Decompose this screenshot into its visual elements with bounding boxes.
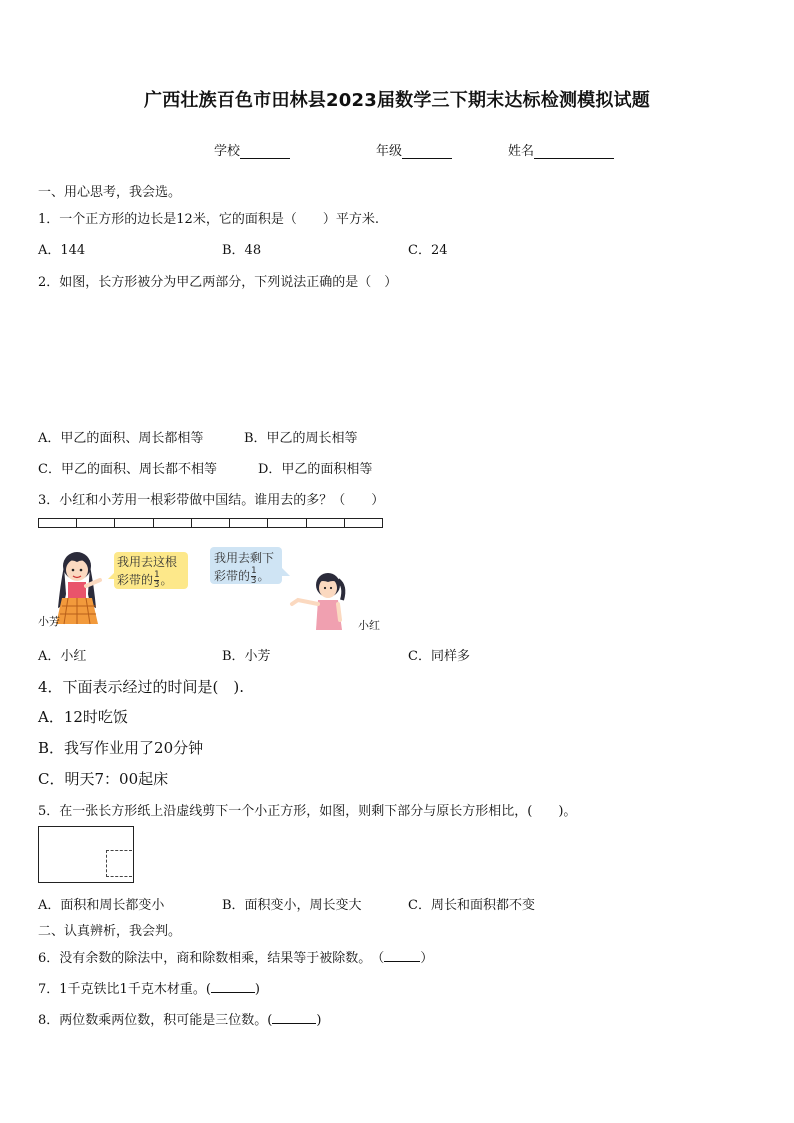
question-3-option-c[interactable]: C．同样多 [408, 649, 470, 664]
school-field: 学校 [214, 140, 290, 159]
ribbon-segment [192, 519, 230, 527]
ribbon-segment [268, 519, 306, 527]
label-xiaofang: 小芳 [38, 615, 60, 628]
bubble-right-line-1: 我用去剩下 [214, 551, 275, 565]
grade-field: 年级 [376, 140, 452, 159]
question-2-option-d[interactable]: D．甲乙的面积相等 [258, 462, 373, 477]
question-2-stem: 2．如图，长方形被分为甲乙两部分，下列说法正确的是（ ） [38, 275, 398, 290]
question-5-option-b[interactable]: B．面积变小，周长变大 [222, 898, 362, 913]
question-1-option-b[interactable]: B．48 [222, 243, 262, 258]
question-4-option-b[interactable]: B．我写作业用了20分钟 [38, 739, 204, 757]
bubble-left-line-1: 我用去这根 [117, 555, 178, 569]
question-1-stem: 1．一个正方形的边长是12米，它的面积是（ ）平方米. [38, 212, 379, 227]
question-3-option-a[interactable]: A．小红 [38, 649, 87, 664]
question-7: 7．1千克铁比1千克木材重。( ) [38, 982, 260, 997]
bubble-right-line-2: 彩带的 $\frac{1}{3}$ 。 [214, 566, 270, 586]
bubble-left-line-2: 彩带的 $\frac{1}{3}$ 。 [117, 570, 173, 590]
ribbon-segment [154, 519, 192, 527]
dashed-square-cutout [106, 850, 132, 877]
question-6-answer-blank[interactable] [384, 949, 420, 962]
question-8: 8．两位数乘两位数，积可能是三位数。( ) [38, 1013, 322, 1028]
section-2-heading: 二、认真辨析，我会判。 [38, 924, 182, 939]
name-blank[interactable] [534, 144, 614, 159]
question-7-answer-blank[interactable] [211, 980, 255, 993]
question-1-option-a[interactable]: A．144 [38, 243, 86, 258]
ribbon-segment [307, 519, 345, 527]
question-5-option-a[interactable]: A．面积和周长都变小 [38, 898, 165, 913]
rectangle-cut-figure [38, 826, 134, 883]
question-4-stem: 4．下面表示经过的时间是( ). [38, 678, 245, 696]
grade-blank[interactable] [402, 144, 452, 159]
question-2-option-b[interactable]: B．甲乙的周长相等 [244, 431, 358, 446]
section-1-heading: 一、用心思考，我会选。 [38, 185, 182, 200]
page-title: 广西壮族百色市田林县2023届数学三下期末达标检测模拟试题 [144, 90, 650, 111]
name-field: 姓名 [508, 140, 614, 159]
ribbon-segment [77, 519, 115, 527]
girl-xiaohong-illustration [288, 570, 358, 632]
fraction-right: $\frac{1}{3}$ [251, 566, 257, 586]
question-3-stem: 3．小红和小芳用一根彩带做中国结。谁用去的多？（ ） [38, 493, 385, 508]
question-5-stem: 5．在一张长方形纸上沿虚线剪下一个小正方形，如图，则剩下部分与原长方形相比，( )。 [38, 804, 577, 819]
question-6: 6．没有余数的除法中，商和除数相乘，结果等于被除数。 （ ） [38, 951, 434, 966]
ribbon-figure [38, 518, 383, 528]
question-2-option-c[interactable]: C．甲乙的面积、周长都不相等 [38, 462, 217, 477]
question-8-answer-blank[interactable] [272, 1011, 316, 1024]
question-1-option-c[interactable]: C．24 [408, 243, 448, 258]
school-blank[interactable] [240, 144, 290, 159]
question-3-option-b[interactable]: B．小芳 [222, 649, 271, 664]
ribbon-segment [115, 519, 153, 527]
question-4-option-c[interactable]: C．明天7：00起床 [38, 770, 169, 788]
ribbon-segment [230, 519, 268, 527]
question-2-option-a[interactable]: A．甲乙的面积、周长都相等 [38, 431, 204, 446]
question-4-option-a[interactable]: A．12时吃饭 [38, 708, 128, 726]
fraction-left: $\frac{1}{3}$ [154, 570, 160, 590]
question-5-option-c[interactable]: C．周长和面积都不变 [408, 898, 535, 913]
ribbon-segment [345, 519, 382, 527]
label-xiaohong: 小红 [358, 619, 380, 632]
ribbon-segment [39, 519, 77, 527]
